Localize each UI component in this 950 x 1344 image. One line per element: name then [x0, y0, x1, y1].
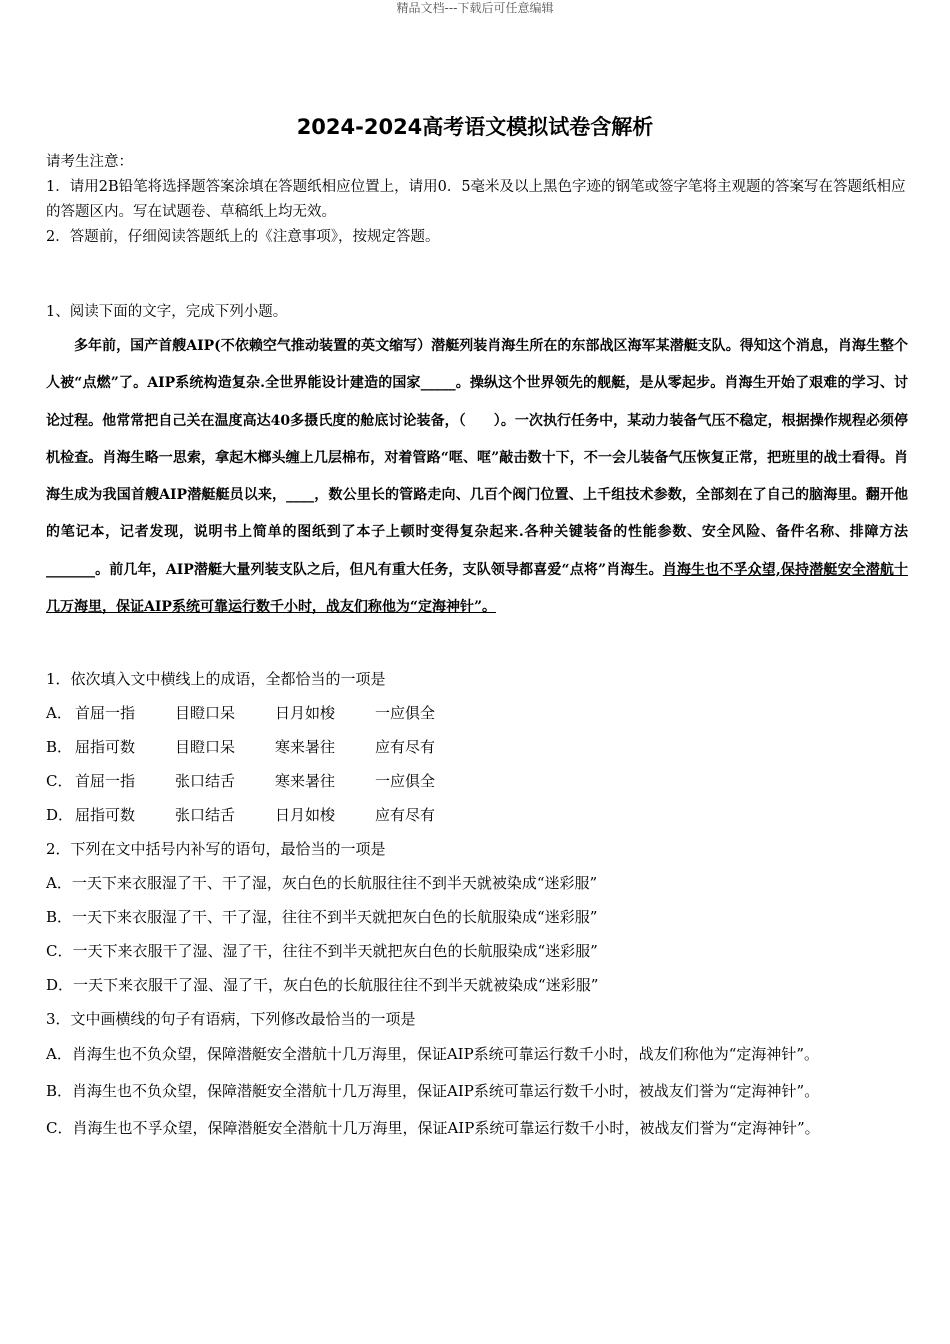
question-stem: 1．依次填入文中横线上的成语，全都恰当的一项是 — [46, 670, 386, 688]
question-option[interactable]: A．一天下来衣服湿了干、干了湿，灰白色的长航服往往不到半天就被染成“迷彩服” — [46, 874, 598, 892]
option-key: D． — [46, 806, 74, 824]
notice-item: 2．答题前，仔细阅读答题纸上的《注意事项》，按规定答题。 — [46, 229, 440, 245]
section-intro: 1、阅读下面的文字，完成下列小题。 — [46, 304, 288, 320]
option-item: 一应俱全 — [375, 772, 436, 790]
option-item: 首屈一指 — [75, 704, 136, 722]
question-option[interactable]: C．一天下来衣服干了湿、湿了干，往往不到半天就把灰白色的长航服染成“迷彩服” — [46, 942, 598, 960]
exam-notice — [46, 150, 908, 250]
option-item: 应有尽有 — [375, 806, 436, 824]
option-item: 屈指可数 — [75, 738, 136, 756]
reading-passage — [46, 328, 908, 626]
question-option[interactable] — [46, 798, 908, 832]
notice-heading: 请考生注意： — [46, 154, 133, 170]
option-item: 张口结舌 — [175, 806, 236, 824]
question-stem: 2．下列在文中括号内补写的语句，最恰当的一项是 — [46, 840, 386, 858]
option-key: B． — [46, 738, 73, 756]
option-item: 一应俱全 — [375, 704, 436, 722]
option-key: C． — [46, 772, 73, 790]
option-item: 张口结舌 — [175, 772, 236, 790]
option-item: 屈指可数 — [75, 806, 136, 824]
question-option[interactable]: B．肖海生也不负众望，保障潜艇安全潜航十几万海里，保证AIP系统可靠运行数千小时，被战友们誉为“定海神针”。 — [46, 1082, 820, 1100]
question-option[interactable] — [46, 764, 908, 798]
question-option[interactable]: A．肖海生也不负众望，保障潜艇安全潜航十几万海里，保证AIP系统可靠运行数千小时，战友们称他为“定海神针”。 — [46, 1045, 820, 1063]
question-option[interactable]: B．一天下来衣服湿了干、干了湿，往往不到半天就把灰白色的长航服染成“迷彩服” — [46, 908, 598, 926]
question-option[interactable] — [46, 696, 908, 730]
questions — [46, 662, 908, 1147]
passage-text: 多年前，国产首艘AIP(不依赖空气推动装置的英文缩写）潜艇列装肖海生所在的东部战区海军某潜艇支队。得知这个消息，肖海生整个人被“点燃”了。AIP系统构造复杂.全世界能设计建造的国家_____。操纵这个世界领先的舰艇，是从零起步。肖海生开始了艰难的学习、讨论过程。他常常把自己关在温度高达40多摄氏度的舱底讨论装备，（ ）。一次执行任务中，某动力装备气压不稳定，根据操作规程必须停机检查。肖海生略一思索，拿起木榔头缠上几层棉布，对着管路“哐、哐”敲击数十下，不一会儿装备气压恢复正常，把班里的战士看得。肖海生成为我国首艘AIP潜艇艇员以来，____，数公里长的管路走向、几百个阀门位置、上千组技术参数，全部刻在了自己的脑海里。翻开他的笔记本，记者发现，说明书上简单的图纸到了本子上顿时变得复杂起来.各种关键装备的性能参数、安全风险、备件名称、排障方法_______。前几年，AIP潜艇大量列装支队之后，但凡有重大任务，支队领导都喜爱“点将”肖海生。 — [46, 338, 908, 578]
option-item: 寒来暑往 — [275, 772, 336, 790]
option-item: 日月如梭 — [275, 806, 336, 824]
question-stem: 3．文中画横线的句子有语病，下列修改最恰当的一项是 — [46, 1010, 416, 1028]
option-item: 首屈一指 — [75, 772, 136, 790]
passage-underlined-sentence: 肖海生也不孚众望,保持潜艇安全潜航十几万海里，保证AIP系统可靠运行数千小时，战友们称他为“定海神针”。 — [46, 561, 909, 616]
option-item: 寒来暑往 — [275, 738, 336, 756]
option-item: 日月如梭 — [275, 704, 336, 722]
header-note: 精品文档---下载后可任意编辑 — [396, 1, 554, 15]
option-item: 应有尽有 — [375, 738, 436, 756]
question-option[interactable]: D．一天下来衣服干了湿、湿了干，灰白色的长航服往往不到半天就被染成“迷彩服” — [46, 976, 599, 994]
page-title: 2024-2024高考语文模拟试卷含解析 — [296, 115, 654, 139]
option-item: 目瞪口呆 — [175, 738, 236, 756]
notice-item: 1．请用2B铅笔将选择题答案涂填在答题纸相应位置上，请用0．5毫米及以上黑色字迹的钢笔或签字笔将主观题的答案写在答题纸相应的答题区内。写在试题卷、草稿纸上均无效。 — [46, 179, 906, 220]
option-item: 目瞪口呆 — [175, 704, 236, 722]
option-key: A． — [46, 704, 72, 722]
question-option[interactable] — [46, 730, 908, 764]
question-option[interactable]: C．肖海生也不孚众望，保障潜艇安全潜航十几万海里，保证AIP系统可靠运行数千小时，被战友们誉为“定海神针”。 — [46, 1119, 820, 1137]
passage-paragraph — [46, 328, 908, 626]
